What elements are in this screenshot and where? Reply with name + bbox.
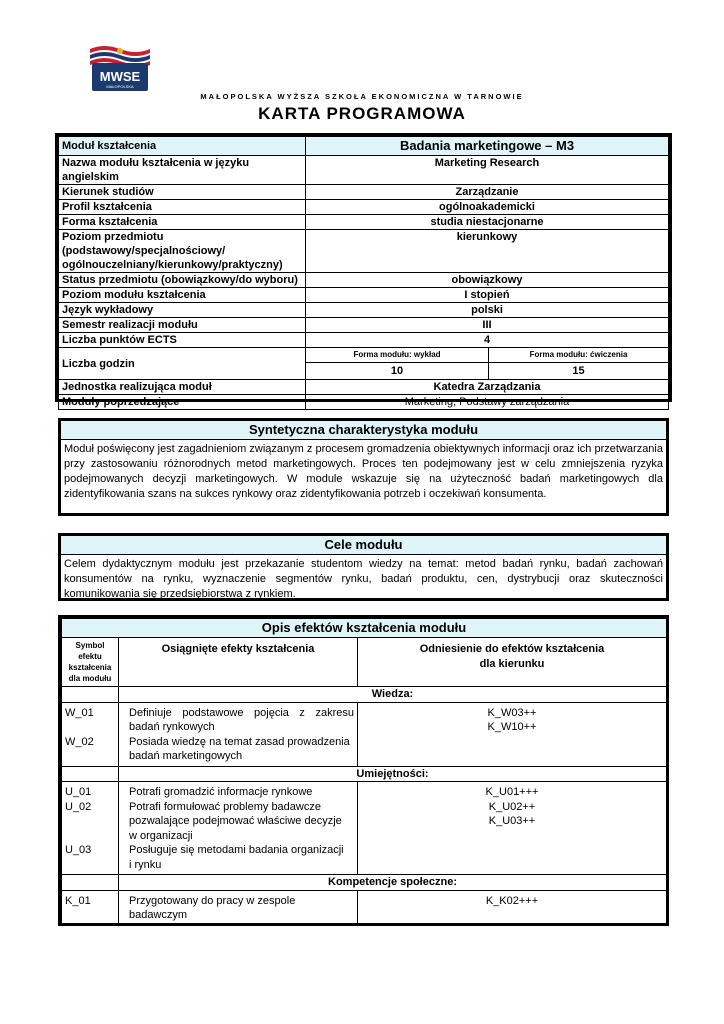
header-line: dla modułu <box>68 674 112 683</box>
table-row <box>62 766 667 782</box>
prereq-value: Marketing, Podstawy zarządzania <box>306 395 669 410</box>
effect-symbol: U_01 <box>65 786 92 798</box>
row-label: Kierunek studiów <box>59 185 306 200</box>
effects-table <box>61 618 667 924</box>
effects-heading: Opis efektów kształcenia modułu <box>62 619 667 638</box>
table-row <box>59 137 669 156</box>
col-ref-header <box>358 638 667 687</box>
table-row <box>59 230 669 273</box>
hours-lecture-label: Forma modułu: wykład <box>306 348 489 363</box>
row-value: Marketing Research <box>306 156 669 185</box>
table-row <box>59 200 669 215</box>
row-value: ogólnoakademicki <box>306 200 669 215</box>
unit-value: Katedra Zarządzania <box>306 380 669 395</box>
hours-exercise-label: Forma modułu: ćwiczenia <box>489 348 669 363</box>
school-name: MAŁOPOLSKA WYŻSZA SZKOŁA EKONOMICZNA W TARNOWIE <box>200 92 524 101</box>
header-line: efektu <box>78 652 102 661</box>
school-logo <box>86 43 154 95</box>
table-row <box>62 702 667 766</box>
table-row <box>62 890 667 923</box>
row-label: Język wykładowy <box>59 303 306 318</box>
row-label: Liczba punktów ECTS <box>59 333 306 348</box>
synthetic-section <box>58 418 669 516</box>
col-symbol-header <box>62 638 119 687</box>
table-row <box>59 215 669 230</box>
row-value: kierunkowy <box>306 230 669 273</box>
header-line: kształcenia <box>68 663 112 672</box>
module-table <box>58 136 669 410</box>
table-row <box>59 380 669 395</box>
knowledge-symbols <box>62 702 119 766</box>
skills-symbols <box>62 782 119 875</box>
effect-text: Definiuje podstawowe pojęcia z zakresu <box>129 706 354 719</box>
row-label-line: ogólnouczelniany/kierunkowy/praktyczny) <box>62 259 283 271</box>
row-value: 4 <box>306 333 669 348</box>
effect-ref: K_W10++ <box>487 721 537 733</box>
header-line: dla kierunku <box>479 657 545 670</box>
knowledge-heading: Wiedza: <box>119 687 667 703</box>
table-row <box>59 303 669 318</box>
table-row <box>59 156 669 185</box>
effect-symbol: W_02 <box>65 735 94 748</box>
row-value: I stopień <box>306 288 669 303</box>
goals-section <box>58 533 669 601</box>
table-row <box>59 348 669 363</box>
row-label: Poziom modułu kształcenia <box>59 288 306 303</box>
col-effect-header: Osiągnięte efekty kształcenia <box>119 638 358 687</box>
goals-heading: Cele modułu <box>61 536 666 555</box>
row-value: polski <box>306 303 669 318</box>
effect-ref: K_U01+++ <box>485 786 539 798</box>
skills-refs <box>358 782 667 875</box>
module-label: Moduł kształcenia <box>59 137 306 156</box>
hours-exercise-value: 15 <box>489 363 669 380</box>
row-label: Nazwa modułu kształcenia w języku angielskim <box>59 156 306 185</box>
table-row <box>59 395 669 410</box>
table-row <box>62 875 667 891</box>
social-ref: K_K02+++ <box>358 890 667 923</box>
effect-ref: K_U03++ <box>488 815 536 827</box>
table-row <box>59 273 669 288</box>
table-row <box>62 619 667 638</box>
table-row <box>59 185 669 200</box>
logo-text: MWSE <box>99 69 141 84</box>
social-effect: Przygotowany do pracy w zespole badawczym <box>119 890 358 923</box>
prereq-label: Moduły poprzedzające <box>59 395 306 410</box>
row-value: obowiązkowy <box>306 273 669 288</box>
social-heading: Kompetencje społeczne: <box>119 875 667 891</box>
synthetic-text: Moduł poświęcony jest zagadnieniom związanym z procesem gromadzenia obiektywnych informacji oraz ich przetwarzania przy zastosowaniu różnorodnych metod marketingowych. Proces ten podejmowany jest w celu zmniejszenia ryzyka podejmowanych decyzji marketingowych. W module wskazuje się na użyteczność badań marketingowych dla zidentyfikowania szans na sukces rynkowy oraz zidentyfikowania potrzeb i oczekiwań konsumenta. <box>64 443 663 500</box>
row-value: Zarządzanie <box>306 185 669 200</box>
effect-text: w organizacji <box>129 829 193 842</box>
row-value: studia niestacjonarne <box>306 215 669 230</box>
table-row <box>59 318 669 333</box>
knowledge-effects <box>119 702 358 766</box>
effect-symbol: W_01 <box>65 706 94 719</box>
hours-lecture-value: 10 <box>306 363 489 380</box>
table-row <box>59 333 669 348</box>
effect-text: i rynku <box>129 858 162 871</box>
knowledge-refs <box>358 702 667 766</box>
header-line: Symbol <box>75 641 105 650</box>
effect-text: Posługuje się metodami badania organizacji <box>129 844 344 856</box>
unit-label: Jednostka realizująca moduł <box>59 380 306 395</box>
effect-symbol: U_03 <box>65 844 92 856</box>
effect-text: Posiada wiedzę na temat zasad prowadzenia <box>129 735 350 748</box>
row-label-line: Poziom przedmiotu <box>62 231 164 243</box>
module-value: Badania marketingowe – M3 <box>306 137 669 156</box>
header-line: Odniesienie do efektów kształcenia <box>419 643 605 655</box>
synthetic-heading: Syntetyczna charakterystyka modułu <box>61 421 666 440</box>
effect-text: Potrafi gromadzić informacje rynkowe <box>129 786 313 798</box>
effect-ref: K_U02++ <box>488 800 536 813</box>
row-label <box>59 230 306 273</box>
effect-ref: K_W03++ <box>487 706 537 719</box>
effect-text: pozwalające podejmować właściwe decyzje <box>129 815 342 827</box>
table-row <box>62 638 667 687</box>
goals-text: Celem dydaktycznym modułu jest przekazanie studentom wiedzy na temat: metod badań rynku, badań zachowań konsumentów na rynku, wyznaczenie segmentów rynku, badań produktu, cen, dystrybucji oraz skuteczności komunikowania się przedsiębiorstwa z rynkiem. <box>64 558 663 600</box>
skills-heading: Umiejętności: <box>119 766 667 782</box>
row-label: Forma kształcenia <box>59 215 306 230</box>
skills-effects <box>119 782 358 875</box>
hours-label: Liczba godzin <box>59 348 306 380</box>
table-row <box>59 288 669 303</box>
effect-text: badań marketingowych <box>129 750 243 762</box>
effect-symbol: U_02 <box>65 800 92 813</box>
table-row <box>62 782 667 875</box>
row-label-line: (podstawowy/specjalnościowy/ <box>62 245 226 257</box>
table-row <box>62 687 667 703</box>
row-label: Semestr realizacji modułu <box>59 318 306 333</box>
row-label: Status przedmiotu (obowiązkowy/do wyboru) <box>59 273 306 288</box>
social-symbol: K_01 <box>62 890 119 923</box>
row-value: III <box>306 318 669 333</box>
effect-text: badań rynkowych <box>129 721 215 733</box>
row-label: Profil kształcenia <box>59 200 306 215</box>
logo-subtext: MAŁOPOLSKA <box>106 84 134 89</box>
effect-text: Potrafi formułować problemy badawcze <box>129 800 321 813</box>
document-title: KARTA PROGRAMOWA <box>258 104 466 123</box>
